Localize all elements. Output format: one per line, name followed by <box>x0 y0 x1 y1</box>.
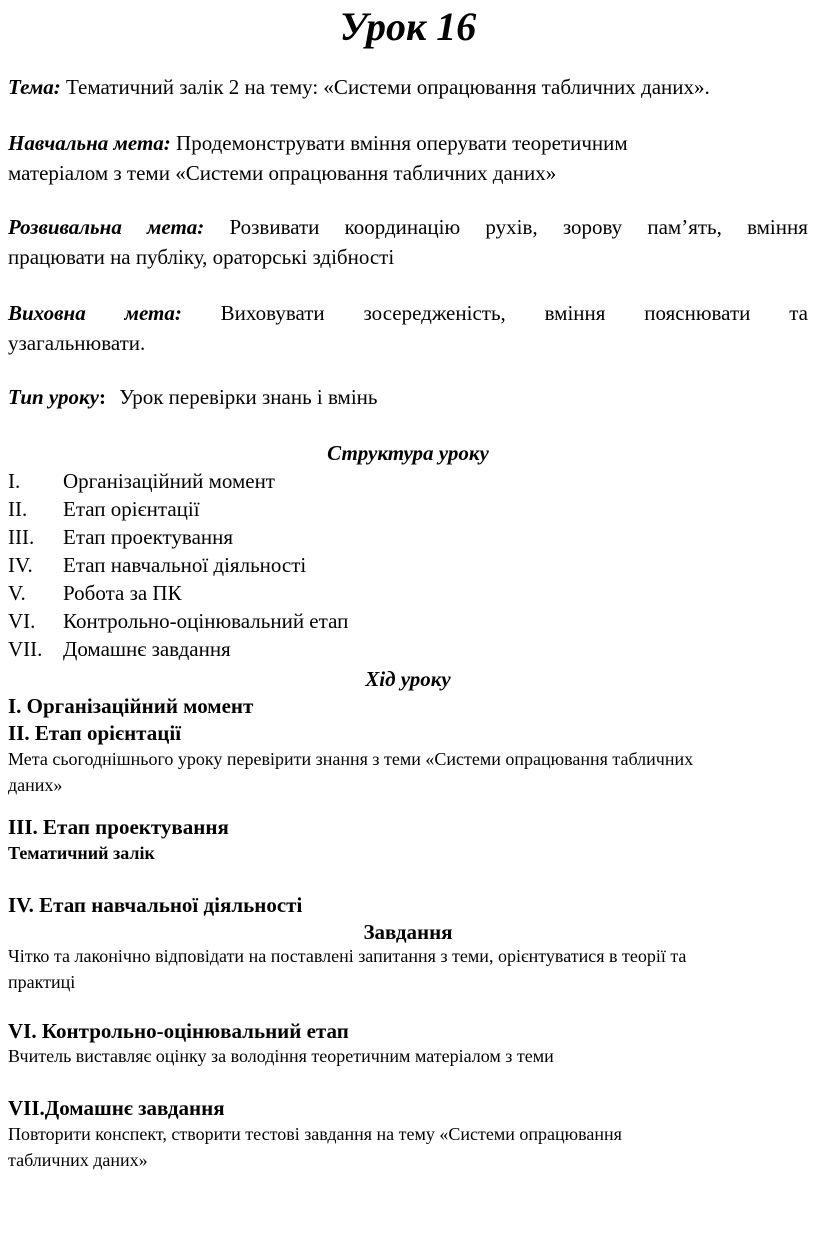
rozvyvalna-word: пам’ять, <box>647 215 722 239</box>
rozvyvalna-word: координацію <box>344 215 461 239</box>
vykhovna-word: Виховувати <box>220 301 325 325</box>
rozvyvalna-line2: працювати на публіку, ораторські здібності <box>8 245 395 269</box>
structure-num: VII. <box>8 637 43 661</box>
tema-line <box>8 72 710 102</box>
section-3-subheading: Тематичний залік <box>8 843 155 863</box>
vykhovna-word: вміння <box>544 301 606 325</box>
section-2-text: Мета сьогоднішнього уроку перевірити знання з теми «Системи опрацювання табличних <box>8 749 694 769</box>
section-3-heading: III. Етап проектування <box>8 815 229 839</box>
typ-text: Урок перевірки знань і вмінь <box>119 385 378 409</box>
structure-item: Контрольно-оцінювальний етап <box>63 609 349 633</box>
vykhovna-word: пояснювати <box>644 301 751 325</box>
rozvyvalna-label1: Розвивальна <box>8 215 122 239</box>
section-7-text-cont: табличних даних» <box>8 1150 148 1170</box>
vykhovna-label1: Виховна <box>8 301 86 325</box>
navchalna-line1 <box>8 128 628 158</box>
rozvyvalna-line1 <box>8 212 808 242</box>
section-4-text-cont: практиці <box>8 972 76 992</box>
section-2-heading: II. Етап орієнтації <box>8 721 182 745</box>
vykhovna-word: та <box>789 301 808 325</box>
structure-num: III. <box>8 525 35 549</box>
rozvyvalna-label2: мета: <box>147 215 205 239</box>
vykhovna-word: зосередженість, <box>363 301 506 325</box>
task-heading: Завдання <box>363 920 453 944</box>
section-1-heading: I. Організаційний момент <box>8 694 254 718</box>
section-4-heading: IV. Етап навчальної діяльності <box>8 893 303 917</box>
section-4-text: Чітко та лаконічно відповідати на поставлені запитання з теми, орієнтуватися в теорії та <box>8 946 687 966</box>
navchalna-line2: матеріалом з теми «Системи опрацювання табличних даних» <box>8 161 557 185</box>
structure-item: Робота за ПК <box>63 581 182 605</box>
page-title: Урок 16 <box>339 4 477 49</box>
typ-colon: : <box>98 385 106 409</box>
structure-num: V. <box>8 581 26 605</box>
tema-label: Тема: <box>8 75 61 99</box>
section-7-heading: VII.Домашнє завдання <box>8 1096 225 1120</box>
structure-item: Етап орієнтації <box>63 497 200 521</box>
vykhovna-line1 <box>8 298 808 328</box>
structure-num: II. <box>8 497 28 521</box>
structure-num: VI. <box>8 609 36 633</box>
structure-item: Домашнє завдання <box>63 637 231 661</box>
navchalna-label: Навчальна мета: <box>8 131 171 155</box>
vykhovna-label2: мета: <box>124 301 182 325</box>
section-6-text: Вчитель виставляє оцінку за володіння теоретичним матеріалом з теми <box>8 1046 554 1066</box>
structure-item: Організаційний момент <box>63 469 275 493</box>
structure-num: I. <box>8 469 21 493</box>
section-6-heading: VI. Контрольно-оцінювальний етап <box>8 1019 349 1043</box>
structure-num: IV. <box>8 553 33 577</box>
rozvyvalna-word: рухів, <box>485 215 538 239</box>
rozvyvalna-word: зорову <box>562 215 623 239</box>
typ-label: Тип уроку <box>8 385 99 409</box>
navchalna-text1: Продемонструвати вміння оперувати теоретичним <box>176 131 628 155</box>
section-2-text-cont: даних» <box>8 775 63 795</box>
tema-text: Тематичний залік 2 на тему: «Системи опрацювання табличних даних». <box>66 75 710 99</box>
rozvyvalna-word: вміння <box>747 215 808 239</box>
rozvyvalna-word: Розвивати <box>229 215 320 239</box>
structure-item: Етап проектування <box>63 525 234 549</box>
course-heading: Хід уроку <box>365 667 451 691</box>
structure-heading: Структура уроку <box>327 441 489 465</box>
vykhovna-line2: узагальнювати. <box>8 331 146 355</box>
structure-item: Етап навчальної діяльності <box>63 553 307 577</box>
typ-line <box>8 382 378 412</box>
section-7-text: Повторити конспект, створити тестові завдання на тему «Системи опрацювання <box>8 1124 622 1144</box>
